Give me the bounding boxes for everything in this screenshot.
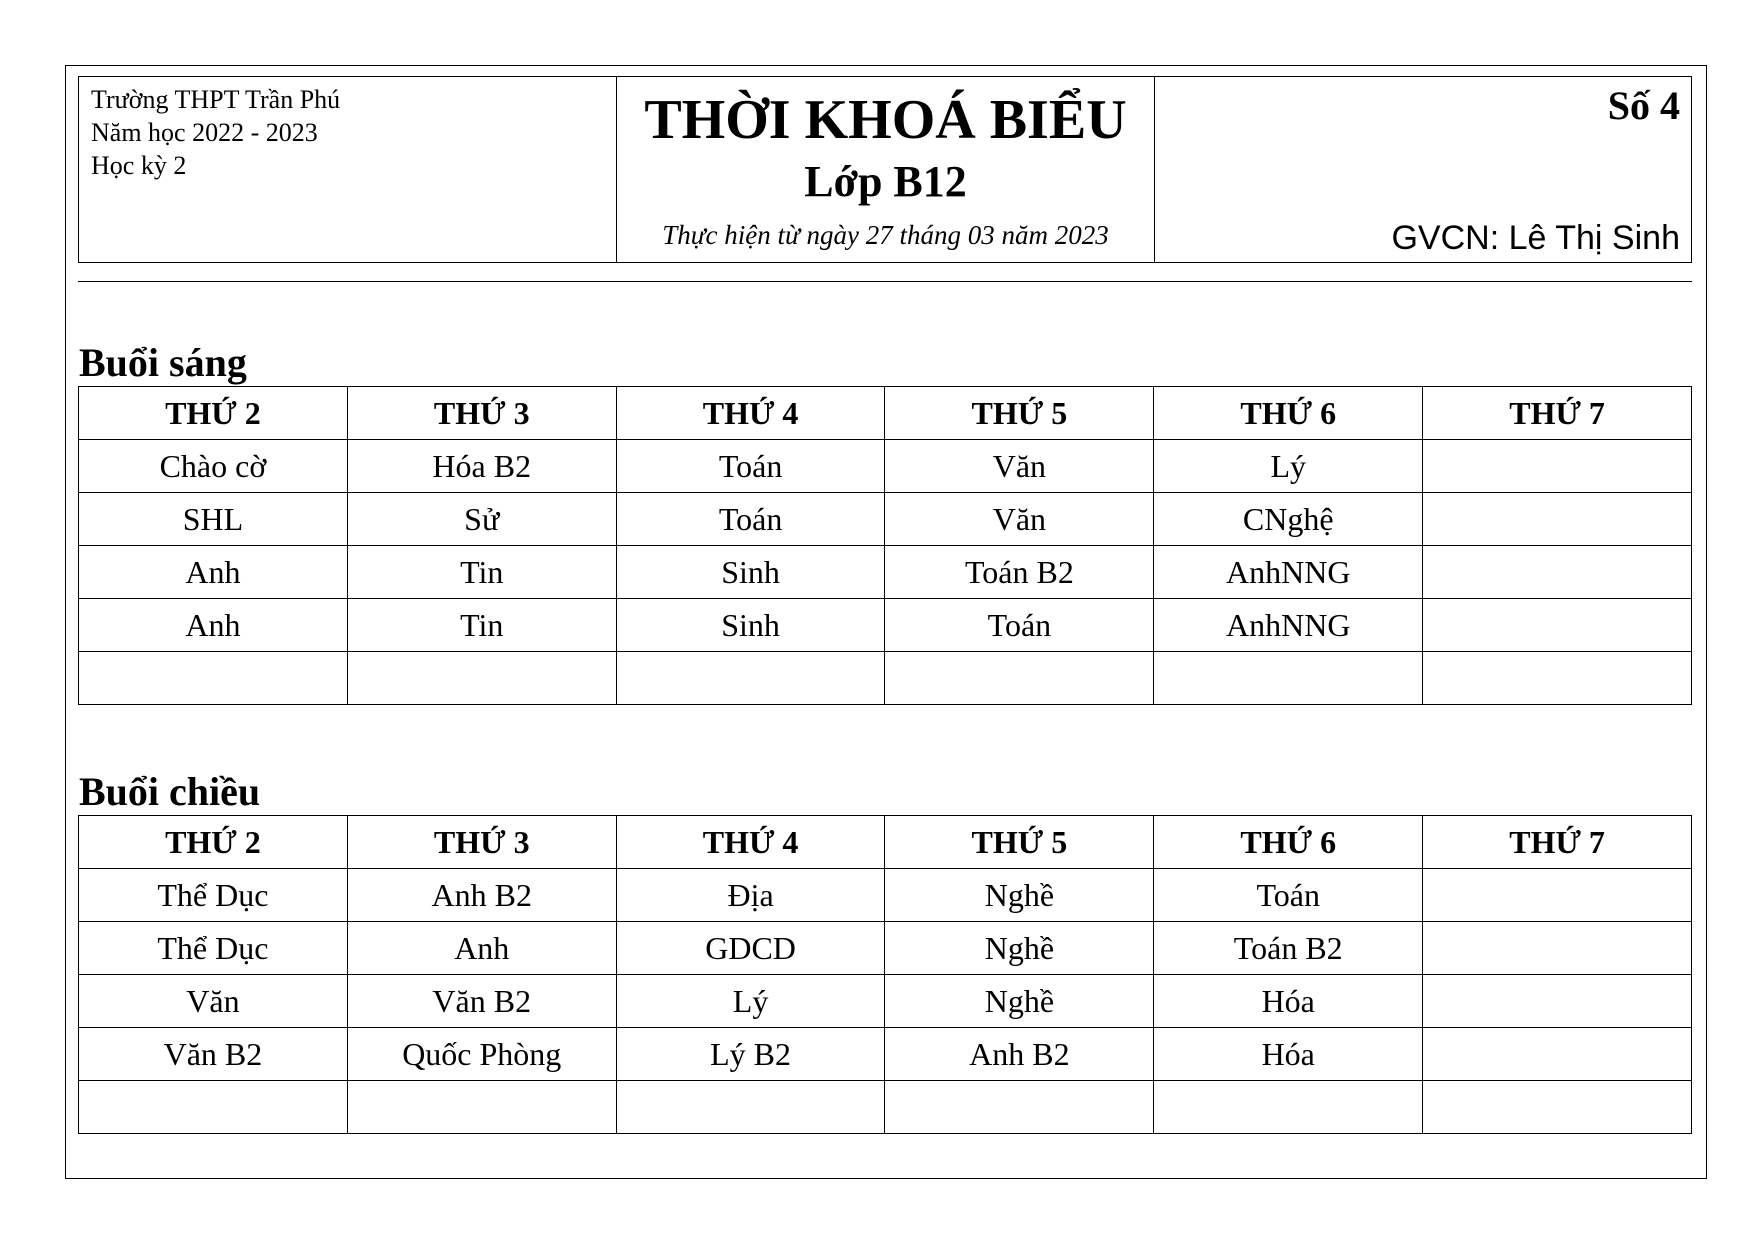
lesson-cell: Văn	[885, 493, 1154, 546]
lesson-cell: Hóa	[1154, 1028, 1423, 1081]
number-block	[1155, 77, 1691, 262]
lesson-cell: Anh	[347, 922, 616, 975]
day-header: THỨ 4	[616, 816, 885, 869]
lesson-cell: Địa	[616, 869, 885, 922]
lesson-cell: Lý	[1154, 440, 1423, 493]
table-row	[79, 922, 1692, 975]
table-header-row	[79, 816, 1692, 869]
table-header-row	[79, 387, 1692, 440]
lesson-cell	[1423, 869, 1692, 922]
lesson-cell	[1423, 546, 1692, 599]
lesson-cell	[885, 652, 1154, 705]
school-name: Trường THPT Trần Phú	[91, 85, 341, 114]
lesson-cell: Sinh	[616, 546, 885, 599]
page-title: THỜI KHOÁ BIỂU	[644, 89, 1127, 151]
header-divider	[78, 281, 1692, 282]
lesson-cell: Anh	[79, 599, 348, 652]
class-name: Lớp B12	[804, 157, 967, 206]
lesson-cell	[1154, 1081, 1423, 1134]
lesson-cell	[616, 1081, 885, 1134]
day-header: THỨ 7	[1423, 387, 1692, 440]
school-year: Năm học 2022 - 2023	[91, 118, 318, 147]
lesson-cell	[1423, 1081, 1692, 1134]
table-row	[79, 493, 1692, 546]
day-header: THỨ 3	[347, 387, 616, 440]
lesson-cell	[885, 1081, 1154, 1134]
lesson-cell	[1423, 599, 1692, 652]
lesson-cell: Toán	[885, 599, 1154, 652]
timetable-header	[78, 76, 1692, 263]
lesson-cell	[1423, 652, 1692, 705]
lesson-cell: Nghề	[885, 922, 1154, 975]
lesson-cell: Hóa	[1154, 975, 1423, 1028]
lesson-cell: Lý B2	[616, 1028, 885, 1081]
effective-date: Thực hiện từ ngày 27 tháng 03 năm 2023	[662, 220, 1109, 250]
table-row	[79, 599, 1692, 652]
lesson-cell: AnhNNG	[1154, 546, 1423, 599]
day-header: THỨ 2	[79, 816, 348, 869]
lesson-cell: Lý	[616, 975, 885, 1028]
lesson-cell: Tin	[347, 599, 616, 652]
lesson-cell: Thể Dục	[79, 869, 348, 922]
school-info	[79, 77, 617, 262]
lesson-cell: Toán B2	[1154, 922, 1423, 975]
table-row	[79, 652, 1692, 705]
day-header: THỨ 7	[1423, 816, 1692, 869]
lesson-cell: Anh	[79, 546, 348, 599]
lesson-cell	[1154, 652, 1423, 705]
lesson-cell	[1423, 1028, 1692, 1081]
table-row	[79, 975, 1692, 1028]
day-header: THỨ 4	[616, 387, 885, 440]
table-row	[79, 1028, 1692, 1081]
lesson-cell: Văn B2	[79, 1028, 348, 1081]
lesson-cell: Thể Dục	[79, 922, 348, 975]
lesson-cell: Anh B2	[347, 869, 616, 922]
lesson-cell	[79, 652, 348, 705]
title-block	[617, 77, 1155, 262]
day-header: THỨ 5	[885, 816, 1154, 869]
lesson-cell: SHL	[79, 493, 348, 546]
lesson-cell	[616, 652, 885, 705]
homeroom-teacher: GVCN: Lê Thị Sinh	[1391, 219, 1680, 257]
lesson-cell: Hóa B2	[347, 440, 616, 493]
lesson-cell: Anh B2	[885, 1028, 1154, 1081]
day-header: THỨ 3	[347, 816, 616, 869]
lesson-cell: Toán	[1154, 869, 1423, 922]
lesson-cell: Nghề	[885, 975, 1154, 1028]
lesson-cell: Văn	[885, 440, 1154, 493]
lesson-cell: Tin	[347, 546, 616, 599]
day-header: THỨ 6	[1154, 816, 1423, 869]
table-row	[79, 1081, 1692, 1134]
day-header: THỨ 2	[79, 387, 348, 440]
lesson-cell: Văn B2	[347, 975, 616, 1028]
morning-table	[78, 386, 1692, 705]
lesson-cell: AnhNNG	[1154, 599, 1423, 652]
timetable-number: Số 4	[1607, 83, 1680, 128]
lesson-cell: CNghệ	[1154, 493, 1423, 546]
morning-title: Buổi sáng	[79, 340, 247, 385]
lesson-cell	[1423, 922, 1692, 975]
lesson-cell: Chào cờ	[79, 440, 348, 493]
lesson-cell: Toán B2	[885, 546, 1154, 599]
table-row	[79, 546, 1692, 599]
afternoon-title: Buổi chiều	[79, 769, 261, 814]
lesson-cell: Nghề	[885, 869, 1154, 922]
lesson-cell	[1423, 493, 1692, 546]
day-header: THỨ 6	[1154, 387, 1423, 440]
lesson-cell	[1423, 975, 1692, 1028]
lesson-cell	[347, 652, 616, 705]
lesson-cell	[1423, 440, 1692, 493]
semester: Học kỳ 2	[91, 151, 187, 180]
lesson-cell: GDCD	[616, 922, 885, 975]
day-header: THỨ 5	[885, 387, 1154, 440]
table-row	[79, 869, 1692, 922]
lesson-cell: Quốc Phòng	[347, 1028, 616, 1081]
table-row	[79, 440, 1692, 493]
lesson-cell: Văn	[79, 975, 348, 1028]
lesson-cell	[347, 1081, 616, 1134]
lesson-cell: Toán	[616, 440, 885, 493]
afternoon-table	[78, 815, 1692, 1134]
lesson-cell: Toán	[616, 493, 885, 546]
lesson-cell: Sử	[347, 493, 616, 546]
lesson-cell	[79, 1081, 348, 1134]
lesson-cell: Sinh	[616, 599, 885, 652]
